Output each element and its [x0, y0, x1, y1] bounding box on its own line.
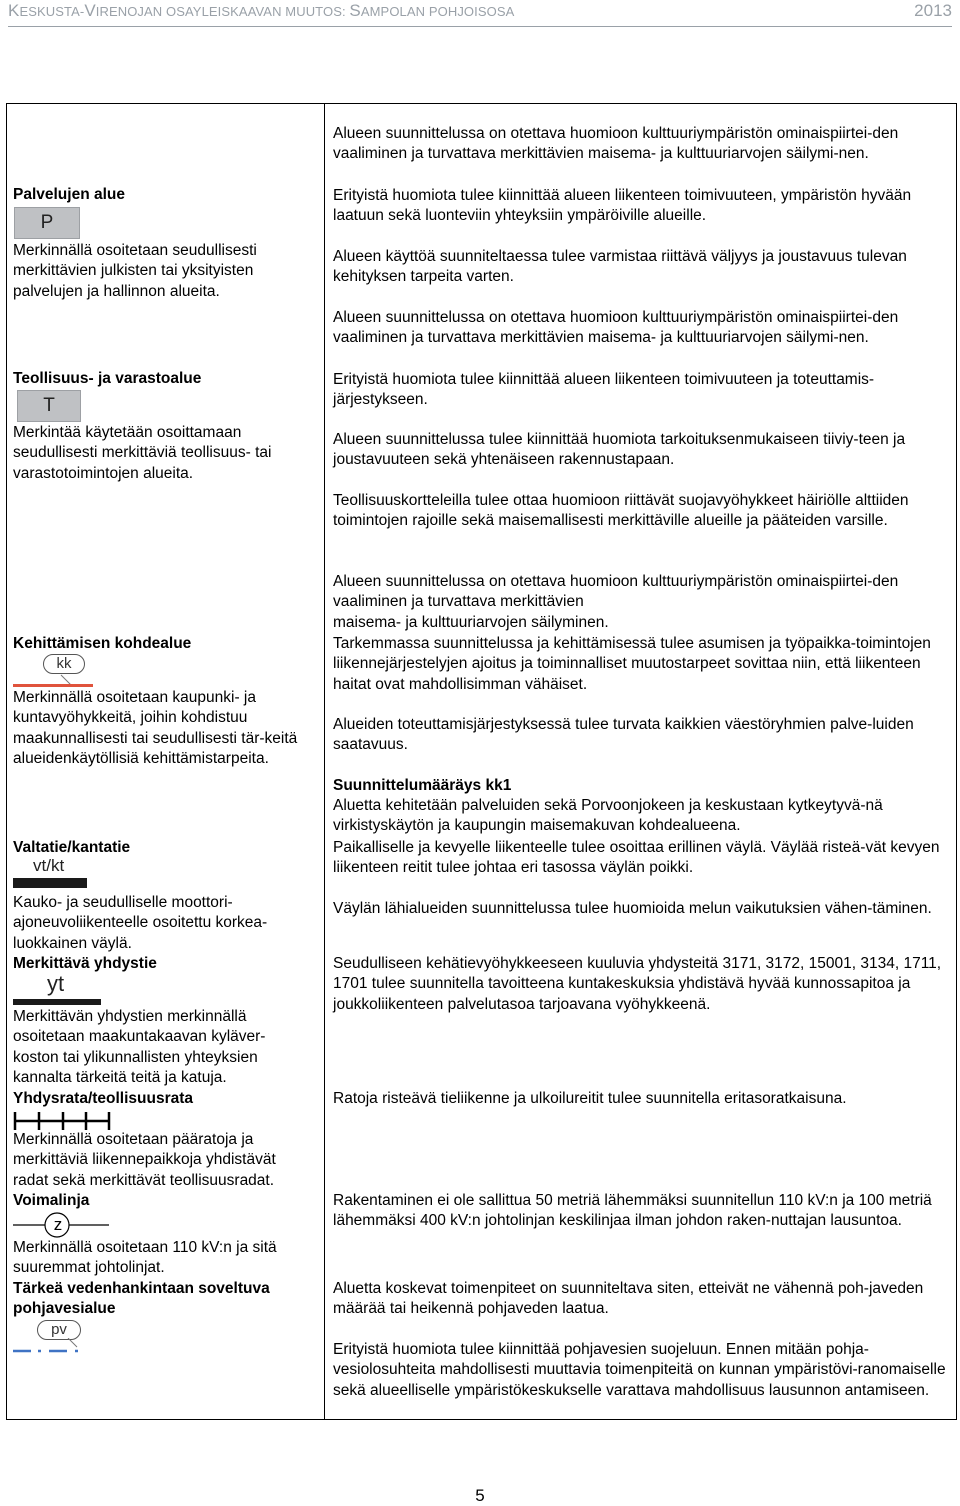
kk-symbol: kk — [43, 654, 85, 674]
text-p4: Alueen suunnittelussa on otettava huomioon kulttuuriympäristön ominaispiirtei-den vaaliminen ja turvattava merkittävien maisema- ja kulttuuriarvojen säilymi-nen. — [333, 309, 899, 347]
table-column-divider — [324, 103, 325, 1420]
rata-title: Yhdysrata/teollisuusrata — [13, 1090, 194, 1107]
railway-icon — [13, 1110, 113, 1132]
valtatie-symbol: vt/kt — [33, 856, 65, 875]
yhdystie-title: Merkittävä yhdystie — [13, 955, 157, 972]
text-p13: Väylän lähialueiden suunnittelussa tulee huomioida melun vaikutuksien vähen-täminen. — [333, 900, 932, 917]
palvelut-desc: Merkinnällä osoitetaan seudullisesti merkittävien julkisten tai yksityisten palvelujen ja hallinnon alueita. — [13, 242, 257, 300]
voimalinja-desc: Merkinnällä osoitetaan 110 kV:n ja sitä suuremmat johtolinjat. — [13, 1239, 277, 1277]
text-p12: Paikalliselle ja kevyelle liikenteelle tulee osoittaa erillinen väylä. Väylää risteä-vät kevyen liikenteen reitit tulee johtaa eri tasossa väylän poikki. — [333, 839, 940, 877]
pv-symbol: pv — [37, 1320, 81, 1340]
text-p9: Tarkemmassa suunnittelussa ja kehittämisessä tulee asumisen ja työpaikka-toimintojen liikennejärjestelyjen ajoitus ja toiminnalliset muutostarpeet sovittaa niin, että liikenteen haitat ovat mahdollisimman vähäiset. — [333, 635, 931, 693]
text-p8b: maisema- ja kulttuuriarvojen säilyminen. — [333, 614, 609, 631]
text-p15: Ratoja risteävä tieliikenne ja ulkoilureitit tulee suunnitella eritasoratkaisuna. — [333, 1090, 847, 1107]
pv-line-icon — [13, 1338, 93, 1356]
teollisuus-desc: Merkintää käytetään osoittamaan seudullisesti merkittäviä teollisuus- tai varastotoimintojen alueita. — [13, 424, 272, 482]
text-p2: Erityistä huomiota tulee kiinnittää alueen liikenteen toimivuuteen, ympäristön hyvään laatuun sekä luonteviin yhteyksiin ympäröiville alueille. — [333, 187, 912, 225]
text-p8a: Alueen suunnittelussa on otettava huomioon kulttuuriympäristön ominaispiirtei-den vaaliminen ja turvattava merkittävien — [333, 573, 899, 611]
rata-desc: Merkinnällä osoitetaan pääratoja ja merkittäviä liikennepaikkoja yhdistävät radat sekä merkittävät teollisuusradat. — [13, 1131, 276, 1189]
valtatie-desc: Kauko- ja seudulliselle moottori-ajoneuvoliikenteelle osoitettu korkea-luokkainen väylä. — [13, 894, 268, 952]
voimalinja-title: Voimalinja — [13, 1192, 90, 1209]
text-p3: Alueen käyttöä suunniteltaessa tulee varmistaa riittävä väljyys ja joustavuus tulevan kehityksen tarpeita varten. — [333, 248, 907, 286]
valtatie-line-icon — [13, 878, 87, 888]
text-p1: Alueen suunnittelussa on otettava huomioon kulttuuriympäristön ominaispiirtei-den vaaliminen ja turvattava merkittävien maisema- ja kulttuuriarvojen säilymi-nen. — [333, 125, 899, 163]
text-p11: Aluetta kehitetään palveluiden sekä Porvoonjokeen ja keskustaan kytkeytyvä-nä virkistyskäytön ja kaupungin maisemakuvan kohdealueena. — [333, 797, 883, 835]
text-p6: Alueen suunnittelussa tulee kiinnittää huomiota tarkoituksenmukaiseen tiiviy-teen ja joustavuuteen sekä yhtenäiseen rakennustapaan. — [333, 431, 906, 469]
kehittaminen-desc: Merkinnällä osoitetaan kaupunki- ja kuntavyöhykkeitä, joihin kohdistuu maakunnallisesti tai seudullisesti tär-keitä alueidenkäytöllisiä kehittämistarpeita. — [13, 689, 298, 768]
kk1-title: Suunnittelumääräys kk1 — [333, 777, 512, 794]
document-year: 2013 — [914, 1, 952, 20]
text-p10: Alueiden toteuttamisjärjestyksessä tulee turvata kaikkien väestöryhmien palve-luiden saatavuus. — [333, 716, 914, 754]
text-p17: Aluetta koskevat toimenpiteet on suunniteltava siten, etteivät ne vähennä poh-javeden määrää tai heikennä pohjaveden laatua. — [333, 1280, 924, 1318]
pohjavesi-title: Tärkeä vedenhankintaan soveltuva pohjavesialue — [13, 1280, 270, 1318]
page-header — [8, 0, 952, 24]
text-p18: Erityistä huomiota tulee kiinnittää pohjavesien suojeluun. Ennen mitään pohja-vesiolosuhteita mahdollisesti muuttavia toimenpiteitä on kunnan ympäristövi-ranomaiselle sekä alueelliselle ympäristökeskukselle varattava mahdollisuus lausunnon antamiseen. — [333, 1341, 946, 1399]
kehittaminen-title: Kehittämisen kohdealue — [13, 635, 192, 652]
yhdystie-symbol: yt — [47, 971, 65, 996]
yhdystie-desc: Merkittävän yhdystien merkinnällä osoitetaan maakuntakaavan kyläver-koston tai ylikunnallisten yhteyksien kannalta tärkeitä teitä ja katuja. — [13, 1008, 266, 1087]
text-p14: Seudulliseen kehätievyöhykkeeseen kuuluvia yhdysteitä 3171, 3172, 15001, 3134, 1711, 1701 tulee suunnitella tavoitteena kuntakeskuksia yhdistävä hyvää kunnossapitoa ja joukkoliikenteen palvelutasoa tarjoavana vyöhykkeenä. — [333, 955, 942, 1013]
teollisuus-title: Teollisuus- ja varastoalue — [13, 370, 202, 387]
teollisuus-symbol: T — [17, 390, 81, 422]
valtatie-title: Valtatie/kantatie — [13, 839, 131, 856]
text-p16: Rakentaminen ei ole sallittua 50 metriä lähemmäksi suunnitellun 110 kV:n ja 100 metriä lähemmäksi 400 kV:n johtolinjan keskilinjaa ilman johdon raken-nuttajan lausuntoa. — [333, 1192, 932, 1230]
document-title: KESKUSTA-VIRENOJAN OSAYLEISKAAVAN MUUTOS: SAMPOLAN POHJOISOSA — [8, 1, 515, 20]
palvelut-symbol: P — [14, 207, 80, 239]
header-divider — [8, 26, 952, 27]
voimalinja-symbol: z — [53, 1215, 63, 1234]
yhdystie-line-icon — [13, 999, 101, 1005]
text-p7: Teollisuuskortteleilla tulee ottaa huomioon riittävät suojavyöhykkeet häiriölle alttiiden toimintojen rajoille sekä maisemallisesti merkittäville alueille ja pääteiden varsille. — [333, 492, 909, 530]
page-number: 5 — [475, 1486, 485, 1505]
text-p5: Erityistä huomiota tulee kiinnittää alueen liikenteen toimivuuteen ja toteuttamis-järjestykseen. — [333, 371, 875, 409]
kk-line-icon — [13, 673, 93, 689]
palvelut-title: Palvelujen alue — [13, 186, 125, 203]
